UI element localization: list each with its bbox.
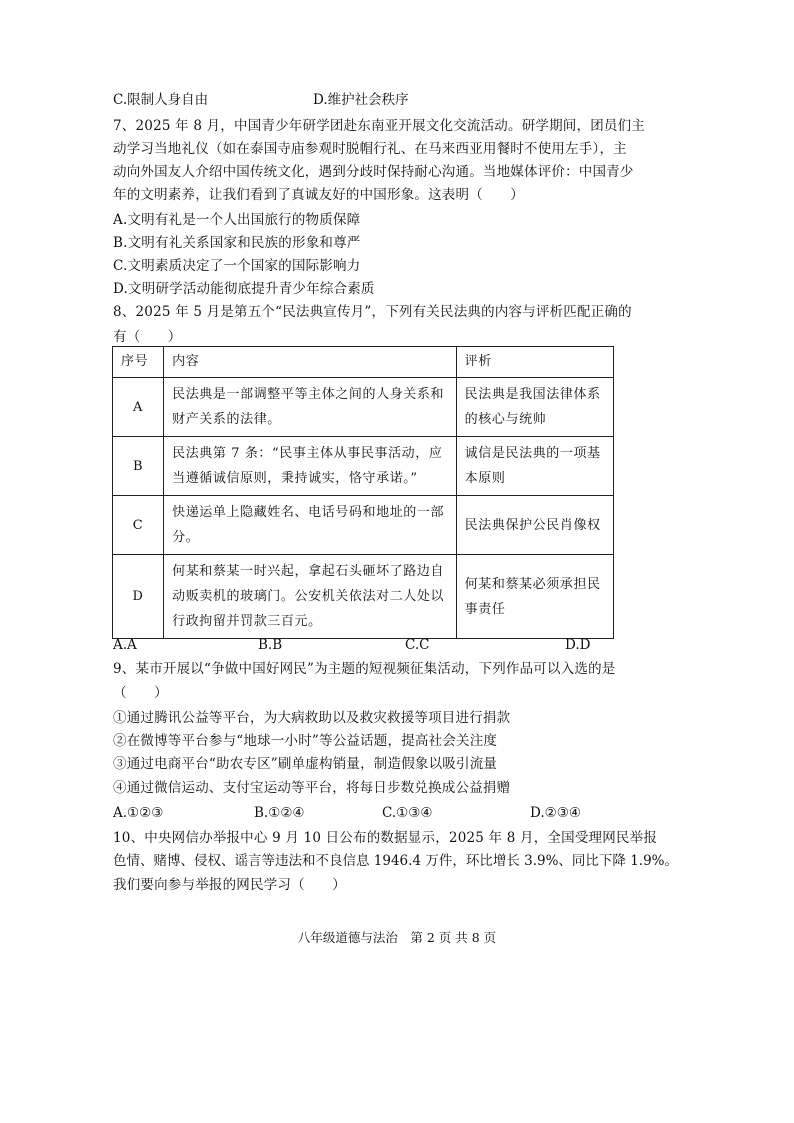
q8-option-d: D.D	[565, 637, 591, 653]
header-content: 内容	[164, 347, 457, 378]
row-c-content: 快递运单上隐藏姓名、电话号码和地址的一部分。	[164, 496, 457, 555]
page-footer: 八年级道德与法治 第 2 页 共 8 页	[297, 930, 497, 945]
q8-table	[112, 346, 614, 639]
row-a-content: 民法典是一部调整平等主体之间的人身关系和财产关系的法律。	[164, 378, 457, 437]
row-b-evaluation: 诚信是民法典的一项基本原则	[456, 437, 613, 496]
q7-stem-line-3: 动向外国友人介绍中国传统文化，遇到分歧时保持耐心沟通。当地媒体评价：中国青少	[113, 164, 634, 180]
q9-option-d: D.②③④	[530, 805, 581, 821]
table-header-row	[113, 347, 614, 378]
table-row	[113, 555, 614, 639]
q6-option-d: D.维护社会秩序	[313, 92, 409, 108]
q8-option-c: C.C	[405, 637, 430, 653]
q10-stem-line-2: 色情、赌博、侵权、谣言等违法和不良信息 1946.4 万件，环比增长 3.9%、同比下降 1.9%。	[113, 853, 678, 869]
q7-option-a: A.文明有礼是一个人出国旅行的物质保障	[113, 212, 361, 228]
row-d-id: D	[113, 555, 164, 639]
row-d-evaluation: 何某和蔡某必须承担民事责任	[456, 555, 613, 639]
row-a-evaluation: 民法典是我国法律体系的核心与统帅	[456, 378, 613, 437]
q10-stem-line-3: 我们要向参与举报的网民学习（ ）	[113, 877, 346, 893]
header-number: 序号	[113, 347, 164, 378]
q7-stem-line-1: 7、2025 年 8 月，中国青少年研学团赴东南亚开展文化交流活动。研学期间，团员们主	[113, 118, 646, 134]
row-b-id: B	[113, 437, 164, 496]
row-c-id: C	[113, 496, 164, 555]
q9-item-1: ①通过腾讯公益等平台，为大病救助以及救灾救援等项目进行捐款	[113, 710, 511, 726]
q8-stem-line-2: 有（ ）	[113, 329, 182, 345]
q7-stem-line-2: 动学习当地礼仪（如在泰国寺庙参观时脱帽行礼、在马来西亚用餐时不使用左手），主	[113, 141, 627, 157]
q9-option-c: C.①③④	[382, 805, 433, 821]
q9-stem-line-1: 9、某市开展以“争做中国好网民”为主题的短视频征集活动，下列作品可以入选的是	[113, 661, 616, 677]
q8-option-a: A.A	[113, 637, 137, 653]
q7-option-c: C.文明素质决定了一个国家的国际影响力	[113, 258, 361, 274]
row-d-content: 何某和蔡某一时兴起，拿起石头砸坏了路边自动贩卖机的玻璃门。公安机关依法对二人处以行政拘留并罚款三百元。	[164, 555, 457, 639]
q8-option-b: B.B	[258, 637, 283, 653]
q9-option-a: A.①②③	[113, 805, 164, 821]
q9-item-4: ④通过微信运动、支付宝运动等平台，将每日步数兑换成公益捐赠	[113, 780, 511, 796]
q6-option-c: C.限制人身自由	[113, 92, 209, 108]
row-c-evaluation: 民法典保护公民肖像权	[456, 496, 613, 555]
q8-stem-line-1: 8、2025 年 5 月是第五个“民法典宣传月”，下列有关民法典的内容与评析匹配正确的	[113, 304, 632, 320]
row-a-id: A	[113, 378, 164, 437]
q9-item-3: ③通过电商平台“助农专区”刷单虚构销量，制造假象以吸引流量	[113, 756, 498, 772]
header-evaluation: 评析	[456, 347, 613, 378]
q7-option-d: D.文明研学活动能彻底提升青少年综合素质	[113, 281, 375, 297]
q7-stem-line-4: 年的文明素养，让我们看到了真诚友好的中国形象。这表明（ ）	[113, 187, 524, 203]
table-row	[113, 437, 614, 496]
q9-option-b: B.①②④	[254, 805, 305, 821]
q9-stem-line-2: （ ）	[113, 685, 168, 701]
table-row	[113, 496, 614, 555]
q9-item-2: ②在微博等平台参与“地球一小时”等公益话题，提高社会关注度	[113, 733, 498, 749]
table-row	[113, 378, 614, 437]
q7-option-b: B.文明有礼关系国家和民族的形象和尊严	[113, 235, 361, 251]
row-b-content: 民法典第 7 条：“民事主体从事民事活动，应当遵循诚信原则，秉持诚实，恪守承诺。”	[164, 437, 457, 496]
q10-stem-line-1: 10、中央网信办举报中心 9 月 10 日公布的数据显示，2025 年 8 月，全国受理网民举报	[113, 830, 658, 846]
